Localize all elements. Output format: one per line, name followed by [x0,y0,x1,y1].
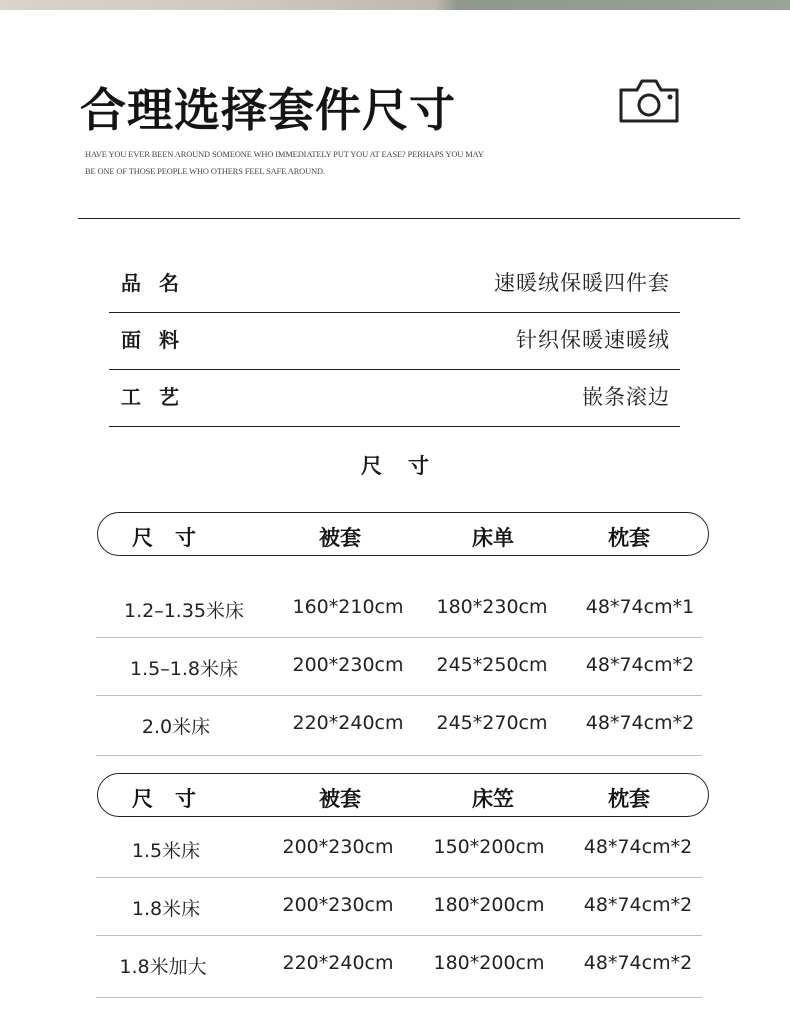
spec-row-fabric [109,313,680,370]
table-cell: 48*74cm*2 [583,894,693,916]
table-cell: 220*240cm [282,952,394,974]
table-row [96,820,702,878]
table-cell: 220*240cm [292,712,404,734]
spec-row-craft [109,370,680,427]
spec-label: 工艺 [121,385,197,409]
table-row [96,878,702,936]
top-photo-strip [0,0,790,10]
table-cell: 48*74cm*2 [583,836,693,858]
table-cell: 48*74cm*1 [585,596,695,618]
table-row [96,936,702,998]
table-header-cell: 枕套 [608,526,650,550]
table-cell: 48*74cm*2 [583,952,693,974]
table-cell: 150*200cm [433,836,545,858]
table-cell: 48*74cm*2 [585,654,695,676]
camera-icon [618,76,680,124]
table-cell: 160*210cm [292,596,404,618]
table-cell: 200*230cm [292,654,404,676]
table-cell: 180*200cm [433,952,545,974]
table-cell: 180*200cm [433,894,545,916]
table-header-cell: 枕套 [608,787,650,811]
table-cell: 245*250cm [436,654,548,676]
table-header [97,773,709,817]
table-cell: 180*230cm [436,596,548,618]
spec-value: 速暖绒保暖四件套 [494,271,670,295]
subtitle [85,146,484,180]
table-cell: 48*74cm*2 [585,712,695,734]
spec-label: 品名 [121,271,197,295]
table-cell: 200*230cm [282,836,394,858]
spec-row-name [109,256,680,313]
size-heading: 尺寸 [361,454,455,478]
table-header-cell: 尺寸 [132,787,218,811]
table-row [96,580,702,638]
divider [78,218,740,219]
subtitle-line: HAVE YOU EVER BEEN AROUND SOMEONE WHO IMMEDIATELY PUT YOU AT EASE? PERHAPS YOU MAY [85,150,484,159]
table-header-cell: 床笠 [472,787,514,811]
page-title: 合理选择套件尺寸 [80,83,456,137]
table-cell: 1.5–1.8米床 [130,658,238,680]
table-cell: 2.0米床 [141,716,211,738]
table-cell: 1.5米床 [131,840,201,862]
table-header-cell: 床单 [472,526,514,550]
table-cell: 1.8米加大 [119,956,207,978]
table-cell: 1.8米床 [131,898,201,920]
table-row [96,638,702,696]
table-header-cell: 被套 [319,526,361,550]
table-header-cell: 尺寸 [132,526,218,550]
table-cell: 200*230cm [282,894,394,916]
spec-list [109,256,680,427]
spec-value: 嵌条滚边 [582,385,670,409]
spec-value: 针织保暖速暖绒 [516,328,670,352]
spec-label: 面料 [121,328,197,352]
table-row [96,696,702,756]
table-header-cell: 被套 [319,787,361,811]
table-cell: 1.2–1.35米床 [123,600,245,622]
table-cell: 245*270cm [436,712,548,734]
subtitle-line: BE ONE OF THOSE PEOPLE WHO OTHERS FEEL SAFE AROUND. [85,167,325,176]
table-header [97,512,709,556]
